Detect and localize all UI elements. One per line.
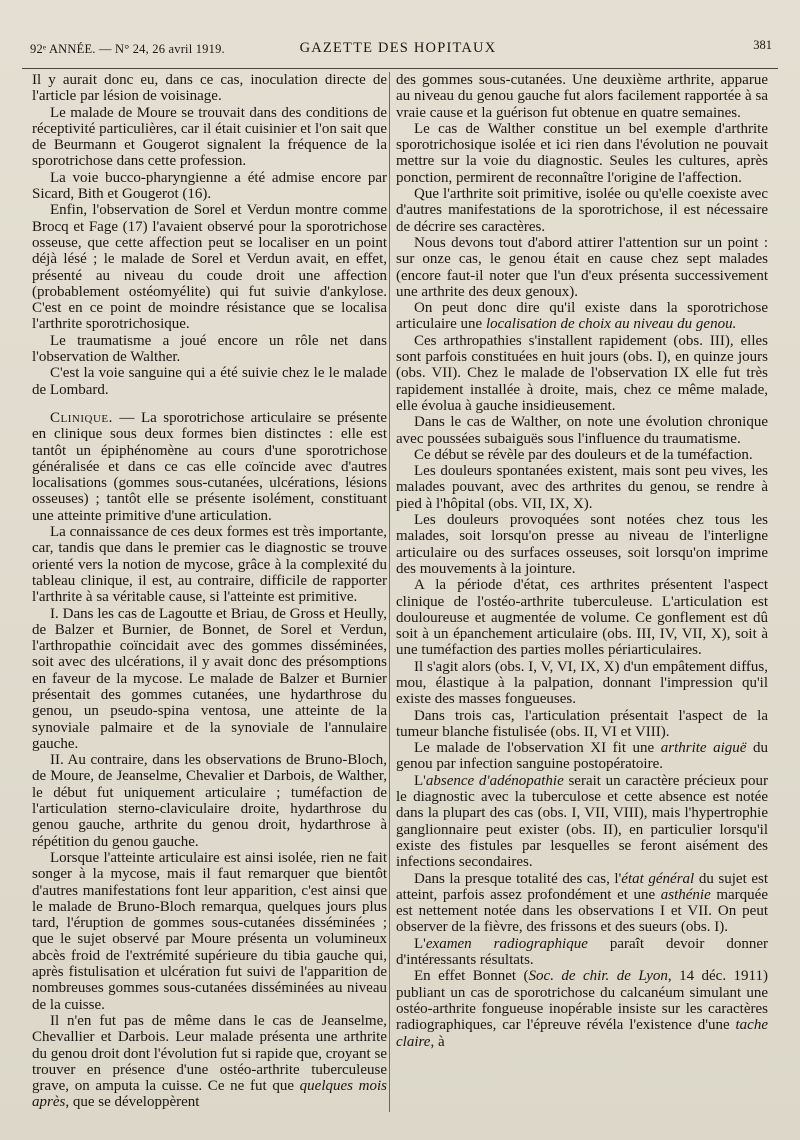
paragraph: Enfin, l'observation de Sorel et Verdun montre comme Brocq et Fage (17) l'avaient observé pour la sporotrichose osseuse, que cette affection peut se localiser en un point déjà lésé ; le malade de Sorel et Verdun avait, en effet, présenté au niveau du coude droit une affection (probablement ostéomyélite) qui fut suivie d'ankylose. C'est en ce point de moindre résistance que se localisa l'arthrite sporotrichosique. bbox=[32, 202, 387, 333]
paragraph: La connaissance de ces deux formes est très importante, car, tandis que dans le premier cas le diagnostic se trouve orienté vers la notion de mycose, grâce à la complexité du tableau clinique, il est, au contraire, difficile de rapporter l'arthrite à sa véritable cause, si l'atteinte est primitive. bbox=[32, 524, 387, 606]
paragraph: L'examen radiographique paraît devoir donner d'intéressants résultats. bbox=[396, 935, 768, 969]
paragraph: Il n'en fut pas de même dans le cas de Jeanselme, Chevallier et Darbois. Leur malade présenta une arthrite du genou droit dont l'évolution fut si rapide que, croyant se trouver en présence d'une ostéo-arthrite tuberculeuse grave, on amputa la cuisse. Ce ne fut que quelques mois après, que se développèrent bbox=[32, 1012, 387, 1111]
paragraph: Nous devons tout d'abord attirer l'attention sur un point : sur onze cas, le genou était en cause chez sept malades (encore faut-il noter que l'un d'eux présenta successivement une arthrite des deux genoux). bbox=[396, 234, 768, 300]
paragraph: Dans trois cas, l'articulation présentait l'aspect de la tumeur blanche fistulisée (obs. II, VI et VIII). bbox=[396, 707, 768, 740]
paragraph-clinique: Clinique. — La sporotrichose articulaire se présente en clinique sous deux formes bien distinctes : elle est tantôt un épiphénomène au cours d'une sporotrichose généralisée et dans ce cas elle coïncide avec d'autres localisations (gommes sous-cutanées, ulcérations, lésions osseuses) ; tantôt elle se présente isolément, constituant une atteinte primitive d'une articulation. bbox=[32, 409, 387, 524]
paragraph: Dans la presque totalité des cas, l'état général du sujet est atteint, parfois assez profondément et une asthénie marquée est nettement notée dans les observations I et VII. On peut observer de la fièvre, des frissons et des sueurs (obs. I). bbox=[396, 870, 768, 936]
issue-line: 92ᵉ ANNÉE. — N° 24, 26 avril 1919. bbox=[30, 42, 225, 56]
paragraph: Les douleurs spontanées existent, mais sont peu vives, les malades pouvant, avec des arthrites du genou, se rendre à pied à l'hôpital (obs. VII, IX, X). bbox=[396, 463, 768, 512]
paragraph: Ce début se révèle par des douleurs et de la tuméfaction. bbox=[414, 446, 753, 463]
right-column bbox=[396, 72, 768, 1050]
paragraph: Le traumatisme a joué encore un rôle net dans l'observation de Walther. bbox=[32, 332, 387, 366]
paragraph: Le cas de Walther constitue un bel exemple d'arthrite sporotrichosique isolée et ici rien dans l'évolution ne pouvait mettre sur la voie du diagnostic. Seules les cultures, après ponction, permirent de reconnaître l'origine de l'affection. bbox=[396, 120, 768, 186]
paragraph: Il y aurait donc eu, dans ce cas, inoculation directe de l'article par lésion de voisinage. bbox=[32, 72, 387, 105]
paragraph: L'absence d'adénopathie serait un caractère précieux pour le diagnostic avec la tuberculose et cette absence est notée dans la plupart des cas (obs. I, VII, VIII), mais l'hypertrophie ganglionnaire peut exister (obs. II), en particulier lorsqu'il existe des fistules par lesquelles se feront aisément des infections secondaires. bbox=[396, 772, 768, 871]
paragraph: II. Au contraire, dans les observations de Bruno-Bloch, de Moure, de Jeanselme, Chevalier et Darbois, de Walther, le début fut uniquement articulaire ; tuméfaction de l'articulation sterno-claviculaire droite, hydarthrose du genou gauche, arthrite du genou droit, hydarthrose à répétition du genou gauche. bbox=[32, 752, 387, 850]
column-divider bbox=[389, 72, 390, 1112]
paragraph: A la période d'état, ces arthrites présentent l'aspect clinique de l'ostéo-arthrite tuberculeuse. L'articulation est douloureuse et augmentée de volume. Ce gonflement est dû soit à un épanchement articulaire (obs. III, IV, VII, X), soit à une tuméfaction des parties molles périarticulaires. bbox=[396, 577, 768, 659]
left-column bbox=[32, 72, 387, 1111]
header-rule bbox=[22, 68, 778, 69]
paragraph: I. Dans les cas de Lagoutte et Briau, de Gross et Heully, de Balzer et Burnier, de Bonnet, de Sorel et Verdun, l'arthropathie coïncidait avec des gommes disséminées, soit avec des ulcérations, il y avait donc des présomptions en faveur de la mycose. Le malade de Balzer et Burnier présentait des gommes cutanées, une hydarthrose du genou, un pseudo-spina ventosa, une atteinte de la synoviale palmaire et de la synoviale de l'annulaire gauche. bbox=[32, 605, 387, 752]
paragraph: Dans le cas de Walther, on note une évolution chronique avec poussées subaiguës sous l'influence du traumatisme. bbox=[396, 414, 768, 447]
section-heading: Clinique. bbox=[50, 409, 113, 426]
paragraph: C'est la voie sanguine qui a été suivie chez le le malade de Lombard. bbox=[32, 365, 387, 398]
paragraph: Que l'arthrite soit primitive, isolée ou qu'elle coexiste avec d'autres manifestations de la sporotrichose, il est nécessaire de décrire ses caractères. bbox=[396, 186, 768, 235]
page-number: 381 bbox=[753, 38, 772, 52]
paragraph: Il s'agit alors (obs. I, V, VI, IX, X) d'un empâtement diffus, mou, élastique à la palpation, donnant l'impression qu'il existe des masses fongueuses. bbox=[396, 658, 768, 708]
paragraph: En effet Bonnet (Soc. de chir. de Lyon, 14 déc. 1911) publiant un cas de sporotrichose du calcanéum simulant une ostéo-arthrite fongueuse inopérable insiste sur les caractères radiographiques, car l'épreuve révéla l'existence d'une tache claire, à bbox=[396, 968, 768, 1050]
paragraph: La voie bucco-pharyngienne a été admise encore par Sicard, Bith et Gougerot (16). bbox=[32, 169, 387, 203]
journal-title: GAZETTE DES HOPITAUX bbox=[299, 40, 497, 56]
paragraph: Lorsque l'atteinte articulaire est ainsi isolée, rien ne fait songer à la mycose, mais il faut remarquer que bientôt d'autres manifestations font leur apparition, c'est ainsi que le malade de Bruno-Bloch remarqua, quelques jours plus tard, l'éruption de gommes sous-cutanées disséminées ; que le sujet observé par Moure présenta un volumineux abcès froid de l'extrémité supérieure du tibia gauche qui, après fistulisation et ulcération fut suivi de l'apparition de nombreuses gommes sous-cutanées disséminées au niveau de la cuisse. bbox=[32, 849, 387, 1013]
paragraph: On peut donc dire qu'il existe dans la sporotrichose articulaire une localisation de choix au niveau du genou. bbox=[396, 300, 768, 333]
paragraph: des gommes sous-cutanées. Une deuxième arthrite, apparue au niveau du genou gauche fut alors facilement rapportée à sa vraie cause et la guérison fut obtenue en quatre semaines. bbox=[396, 72, 768, 121]
running-header bbox=[22, 38, 774, 64]
paragraph: Le malade de Moure se trouvait dans des conditions de réceptivité particulières, car il était cuisinier et l'on sait que de Beurmann et Gougerot signalent la fréquence de la sporotrichose dans cette profession. bbox=[32, 104, 387, 170]
paragraph: Ces arthropathies s'installent rapidement (obs. III), elles sont parfois constituées en huit jours (obs. I), en quinze jours (obs. VII). Chez le malade de l'observation IX elle fut très rapidement installée à droite, mais, chez ce même malade, elle évolua à gauche insidieusement. bbox=[396, 332, 768, 414]
paragraph: Les douleurs provoquées sont notées chez tous les malades, soit lorsqu'on presse au niveau de l'interligne articulaire ou des surfaces osseuses, soit lorsqu'on imprime des mouvements à la jointure. bbox=[396, 512, 768, 577]
paragraph: Le malade de l'observation XI fit une arthrite aiguë du genou par infection sanguine postopératoire. bbox=[396, 740, 768, 773]
